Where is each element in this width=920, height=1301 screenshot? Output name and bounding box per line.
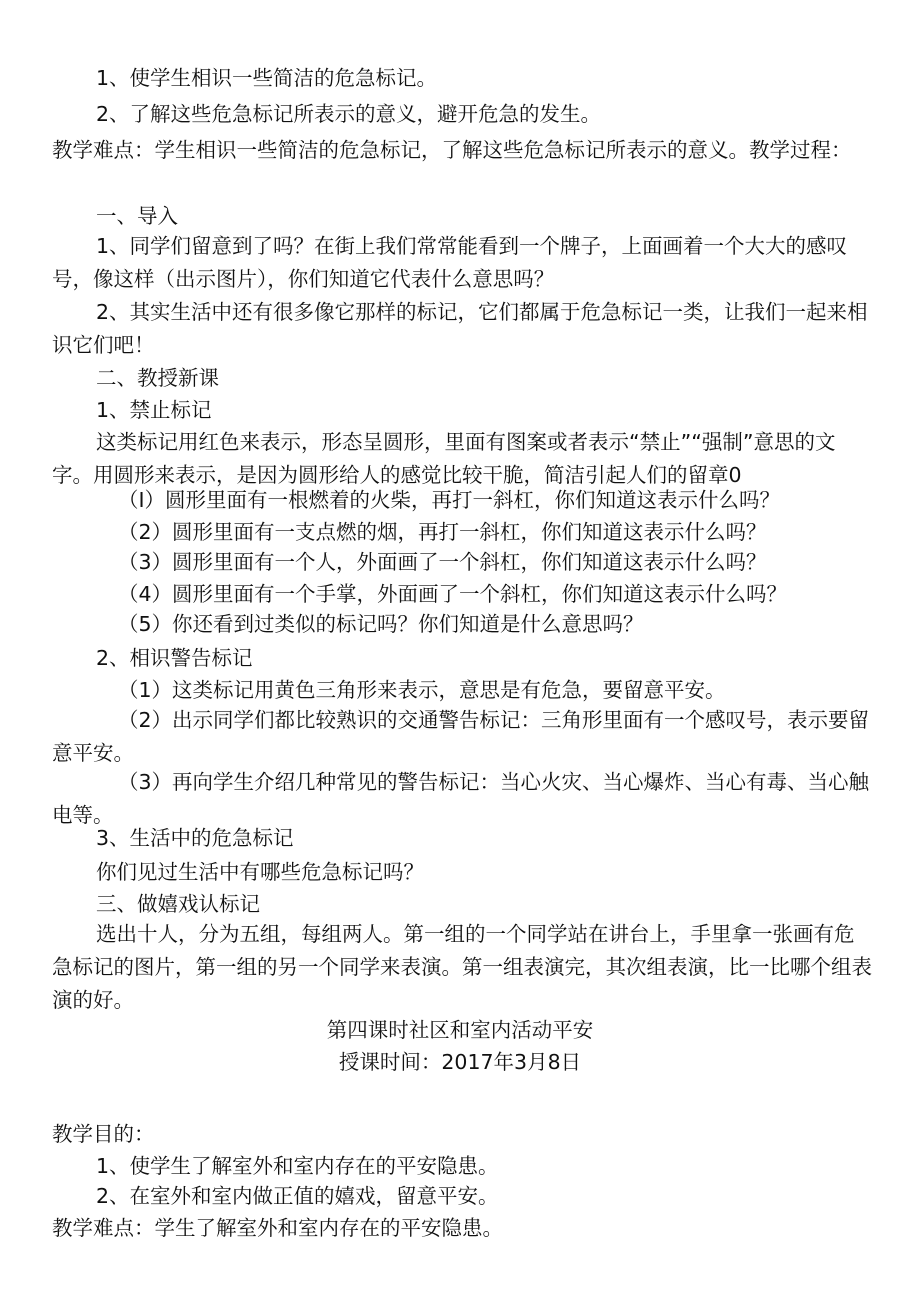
prohibition-item-1: （I）圆形里面有一根燃着的火柴，再打一斜杠，你们知道这表示什么吗？ [118, 488, 781, 512]
subsection-life-heading: 3、生活中的危急标记 [96, 826, 294, 850]
prohibition-item-2: （2）圆形里面有一支点燃的烟，再打一斜杠，你们知道这表示什么吗？ [118, 520, 767, 544]
subsection-warning-heading: 2、相识警告标记 [96, 646, 253, 670]
prohibition-item-5: （5）你还看到过类似的标记吗？你们知道是什么意思吗？ [118, 612, 644, 636]
objective-2: 2、了解这些危急标记所表示的意义，避开危急的发生。 [96, 102, 602, 126]
prohibition-item-3: （3）圆形里面有一个人，外面画了一个斜杠，你们知道这表示什么吗？ [118, 550, 767, 574]
section-game-heading: 三、做嬉戏认标记 [96, 892, 260, 916]
warning-item-1: （1）这类标记用黄色三角形来表示，意思是有危急，要留意平安。 [118, 678, 726, 702]
intro-paragraph-2: 2、其实生活中还有很多像它那样的标记，它们都属于危急标记一类，让我们一起来相识它们吧！ [52, 300, 868, 357]
warning-item-3: （3）再向学生介绍几种常见的警告标记：当心火灾、当心爆炸、当心有毒、当心触电等。 [52, 770, 870, 827]
life-question: 你们见过生活中有哪些危急标记吗？ [96, 860, 424, 884]
subsection-prohibition-heading: 1、禁止标记 [96, 398, 212, 422]
prohibition-paragraph: 这类标记用红色来表示，形态呈圆形，里面有图案或者表示“禁止”“强制”意思的文字。用圆形来表示，是因为圆形给人的感觉比较干脆，简洁引起人们的留章0 [52, 430, 836, 487]
difficulty-and-process: 教学难点：学生相识一些简洁的危急标记，了解这些危急标记所表示的意义。教学过程： [52, 138, 852, 162]
lesson4-difficulty: 教学难点：学生了解室外和室内存在的平安隐患。 [52, 1216, 503, 1240]
section-intro-heading: 一、导入 [96, 204, 178, 228]
lesson-title: 第四课时社区和室内活动平安 [326, 1018, 594, 1042]
teaching-objectives-label: 教学目的： [52, 1122, 155, 1146]
lesson-date: 授课时间：2017年3月8日 [338, 1050, 582, 1074]
intro-paragraph-1: 1、同学们留意到了吗？在街上我们常常能看到一个牌子，上面画着一个大大的感叹号，像这样（出示图片），你们知道它代表什么意思吗？ [52, 234, 848, 291]
prohibition-item-4: （4）圆形里面有一个手掌，外面画了一个斜杠，你们知道这表示什么吗？ [118, 582, 788, 606]
game-paragraph: 选出十人，分为五组，每组两人。第一组的一个同学站在讲台上，手里拿一张画有危急标记的图片，第一组的另一个同学来表演。第一组表演完，其次组表演，比一比哪个组表演的好。 [52, 922, 872, 1012]
lesson4-objective-2: 2、在室外和室内做正值的嬉戏，留意平安。 [96, 1184, 499, 1208]
warning-item-2: （2）出示同学们都比较熟识的交通警告标记：三角形里面有一个感叹号，表示要留意平安。 [52, 708, 870, 765]
lesson4-objective-1: 1、使学生了解室外和室内存在的平安隐患。 [96, 1154, 499, 1178]
objective-1: 1、使学生相识一些简洁的危急标记。 [96, 66, 438, 90]
section-new-lesson-heading: 二、教授新课 [96, 366, 219, 390]
